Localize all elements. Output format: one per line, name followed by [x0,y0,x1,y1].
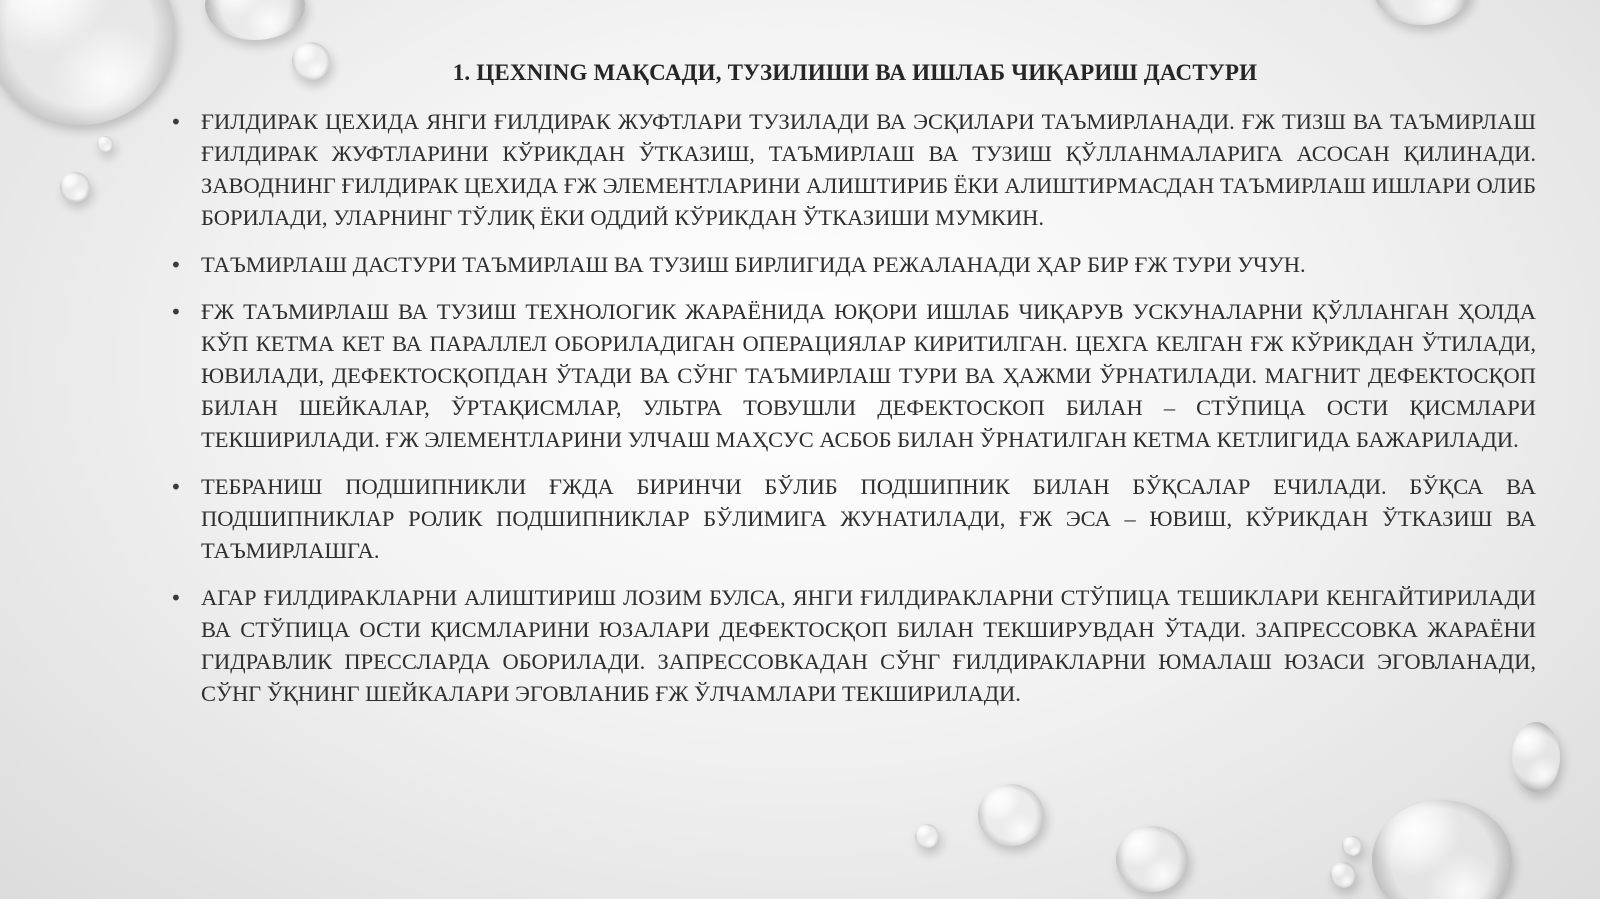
slide-title: 1. ЦЕXNING МАҚСАДИ, ТУЗИЛИШИ ВА ИШЛАБ ЧИҚАРИШ ДАСТУРИ [452,60,1258,85]
water-drop-decoration [1330,862,1356,888]
water-drop-decoration [97,136,113,152]
bullet-item: • ТЕБРАНИШ ПОДШИПНИКЛИ ҒЖДА БИРИНЧИ БЎЛИБ ПОДШИПНИК БИЛАН БЎҚСАЛАР ЕЧИЛАДИ. БЎҚСА ВА ПОДШИПНИКЛАР РОЛИК ПОДШИПНИКЛАР БЎЛИМИГА ЖУНАТИЛАДИ, ҒЖ ЭСА – ЮВИШ, КЎРИКДАН ЎТКАЗИШ ВА ТАЪМИРЛАШГА. [170,471,1536,567]
bullet-item: • ҒИЛДИРАК ЦЕХИДА ЯНГИ ҒИЛДИРАК ЖУФТЛАРИ ТУЗИЛАДИ ВА ЭСҚИЛАРИ ТАЪМИРЛАНАДИ. ҒЖ ТИЗШ ВА ТАЪМИРЛАШ ҒИЛДИРАК ЖУФТЛАРИНИ КЎРИКДАН ЎТКАЗИШ, ТАЪМИРЛАШ ВА ТУЗИШ ҚЎЛЛАНМАЛАРИГА АСОСАН ҚИЛИНАДИ. ЗАВОДНИНГ ҒИЛДИРАК ЦЕХИДА ҒЖ ЭЛЕМЕНТЛАРИНИ АЛИШТИРИБ ЁКИ АЛИШТИРМАСДАН ТАЪМИРЛАШ ИШЛАРИ ОЛИБ БОРИЛАДИ, УЛАРНИНГ ТЎЛИҚ ЁКИ ОДДИЙ КЎРИКДАН ЎТКАЗИШИ МУМКИН. [170,106,1536,234]
bullet-item: • ТАЪМИРЛАШ ДАСТУРИ ТАЪМИРЛАШ ВА ТУЗИШ БИРЛИГИДА РЕЖАЛАНАДИ ҲАР БИР ҒЖ ТУРИ УЧУН. [170,249,1536,281]
water-drop-decoration [978,784,1044,846]
water-drop-decoration [1372,0,1472,25]
water-drop-decoration [0,0,175,125]
bullet-item: • ҒЖ ТАЪМИРЛАШ ВА ТУЗИШ ТЕХНОЛОГИК ЖАРАЁНИДА ЮҚОРИ ИШЛАБ ЧИҚАРУВ УСКУНАЛАРНИ ҚЎЛЛАНГАН ҲОЛДА КЎП КЕТМА КЕТ ВА ПАРАЛЛЕЛ ОБОРИЛАДИГАН ОПЕРАЦИЯЛАР КИРИТИЛГАН. ЦЕХГА КЕЛГАН ҒЖ КЎРИКДАН ЎТИЛАДИ, ЮВИЛАДИ, ДЕФЕКТОСҚОПДАН ЎТАДИ ВА СЎНГ ТАЪМИРЛАШ ТУРИ ВА ҲАЖМИ ЎРНАТИЛАДИ. МАГНИТ ДЕФЕКТОСҚОП БИЛАН ШЕЙКАЛАР, ЎРТАҚИСМЛАР, УЛЬТРА ТОВУШЛИ ДЕФЕКТОСКОП БИЛАН – СТЎПИЦА ОСТИ ҚИСМЛАРИ ТЕКШИРИЛАДИ. ҒЖ ЭЛЕМЕНТЛАРИНИ УЛЧАШ МАҲСУС АСБОБ БИЛАН ЎРНАТИЛГАН КЕТМА КЕТЛИГИДА БАЖАРИЛАДИ. [170,296,1536,456]
water-drop-decoration [1342,836,1362,856]
water-drop-decoration [1372,800,1512,899]
water-drop-decoration [1116,826,1188,892]
water-drop-decoration [60,172,90,202]
bullet-item: • АГАР ҒИЛДИРАКЛАРНИ АЛИШТИРИШ ЛОЗИМ БУЛСА, ЯНГИ ҒИЛДИРАКЛАРНИ СТЎПИЦА ТЕШИКЛАРИ КЕНГАЙТИРИЛАДИ ВА СТЎПИЦА ОСТИ ҚИСМЛАРИНИ ЮЗАЛАРИ ДЕФЕКТОСҚОП БИЛАН ТЕКШИРУВДАН ЎТАДИ. ЗАПРЕССОВКА ЖАРАЁНИ ГИДРАВЛИК ПРЕССЛАРДА ОБОРИЛАДИ. ЗАПРЕССОВКАДАН СЎНГ ҒИЛДИРАКЛАРНИ ЮМАЛАШ ЮЗАСИ ЭГОВЛАНАДИ, СЎНГ ЎҚНИНГ ШЕЙКАЛАРИ ЭГОВЛАНИБ ҒЖ ЎЛЧАМЛАРИ ТЕКШИРИЛАДИ. [170,582,1536,710]
water-drop-decoration [1512,722,1560,792]
water-drop-decoration [915,824,939,848]
water-drop-decoration [205,0,305,40]
bullet-list [170,106,1536,725]
